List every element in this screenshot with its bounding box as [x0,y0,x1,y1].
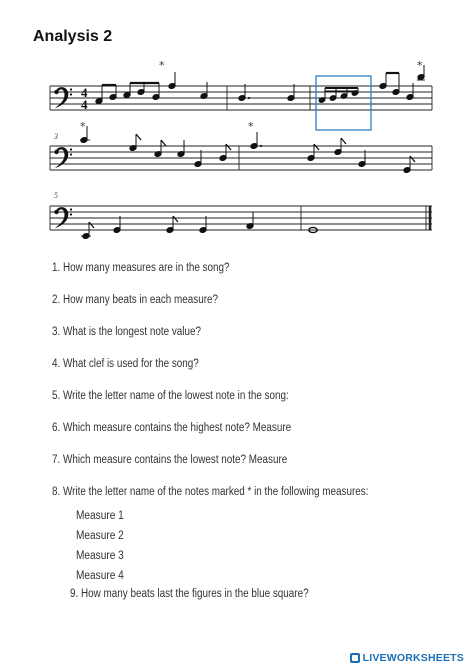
question-7: 7. Which measure contains the lowest note? Measure [52,454,288,466]
music-score [0,0,474,250]
measure-4-label: Measure 4 [76,570,124,582]
marker-star-1: * [159,59,165,72]
blue-highlight-square [316,76,371,130]
notes-staff-1 [95,65,425,104]
marker-star-4: * [248,120,254,133]
staff-2 [50,146,432,170]
question-4: 4. What clef is used for the song? [52,358,199,370]
question-8: 8. Write the letter name of the notes marked * in the following measures: [52,486,369,498]
liveworksheets-logo-icon [350,653,360,663]
staff-3 [50,206,432,230]
question-6: 6. Which measure contains the highest note? Measure [52,422,292,434]
logo-text: LIVEWORKSHEETS [362,652,464,664]
question-2: 2. How many beats in each measure? [52,294,219,306]
question-3: 3. What is the longest note value? [52,326,201,338]
marker-star-3: * [80,120,86,133]
question-9: 9. How many beats last the figures in the blue square? [70,588,309,600]
notes-staff-3 [81,212,317,239]
question-1: 1. How many measures are in the song? [52,262,230,274]
marker-star-2: * [417,59,423,72]
question-5: 5. Write the letter name of the lowest note in the song: [52,390,289,402]
worksheet-title: Analysis 2 [33,28,113,45]
time-signature-top: 4 [81,85,88,100]
measure-1-label: Measure 1 [76,510,124,522]
measure-number-5: 5 [54,191,58,200]
measure-number-3: 3 [54,132,58,141]
time-signature-bottom: 4 [81,97,88,112]
measure-3-label: Measure 3 [76,550,124,562]
liveworksheets-logo[interactable] [350,652,464,664]
measure-2-label: Measure 2 [76,530,124,542]
notes-staff-2 [80,126,415,173]
